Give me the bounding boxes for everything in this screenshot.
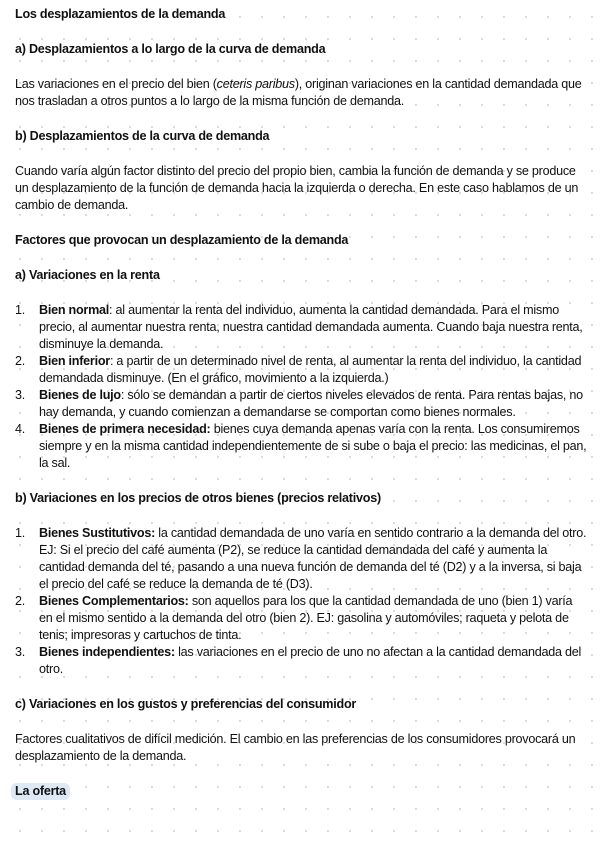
list-item <box>15 353 588 387</box>
item-term: Bienes de primera necesidad: <box>39 422 211 436</box>
paragraph-text: Las variaciones en el precio del bien ( <box>15 77 217 91</box>
section-heading-a: a) Desplazamientos a lo largo de la curva de demanda <box>15 42 326 56</box>
paragraph-text: ), originan variaciones en la cantidad demandada que nos trasladan a otros puntos a lo largo de la misma función de demanda. <box>15 77 582 108</box>
item-text: bienes cuya demanda apenas varía con la renta. Los consumiremos siempre y en la misma cantidad independientemente de si sube o baja el precio: las medicinas, el pan, la sal. <box>39 422 587 470</box>
list-number: 2. <box>15 354 26 368</box>
item-text: : sólo se demandan a partir de ciertos niveles elevados de renta. Para rentas bajas, no hay demanda, y cuando comienzan a demandarse se comportan como bienes normales. <box>39 388 583 419</box>
item-text: son aquellos para los que la cantidad demandada de uno (bien 1) varía en el mismo sentido a la demanda del otro (bien 2). EJ: gasolina y automóviles; raqueta y pelota de tenis; impresoras y cartuchos de tinta. <box>39 594 573 642</box>
otros-list <box>15 525 588 678</box>
list-item <box>15 525 588 593</box>
item-term: Bienes independientes: <box>39 645 175 659</box>
section-b-paragraph: Cuando varía algún factor distinto del precio del propio bien, cambia la función de demanda y se produce un desplazamiento de la función de demanda hacia la izquierda o derecha. En este caso hablamos de un cambio de demanda. <box>15 164 579 212</box>
list-item <box>15 421 588 472</box>
oferta-heading-wrap <box>15 783 588 800</box>
list-item <box>15 302 588 353</box>
renta-list <box>15 302 588 472</box>
section-heading-b: b) Desplazamientos de la curva de demanda <box>15 129 270 143</box>
renta-heading: a) Variaciones en la renta <box>15 268 160 282</box>
factores-heading: Factores que provocan un desplazamiento de la demanda <box>15 233 349 247</box>
item-term: Bienes Sustitutivos: <box>39 526 156 540</box>
list-item <box>15 387 588 421</box>
list-item <box>15 644 588 678</box>
oferta-heading: La oferta <box>11 783 70 800</box>
section-a-paragraph <box>15 76 588 110</box>
gustos-heading: c) Variaciones en los gustos y preferencias del consumidor <box>15 697 357 711</box>
item-text: : al aumentar la renta del individuo, aumenta la cantidad demandada. Para el mismo precio, al aumentar nuestra renta, nuestra cantidad demandada aumenta. Cuando baja nuestra renta, disminuye la demanda. <box>39 303 583 351</box>
list-number: 1. <box>15 303 26 317</box>
list-item <box>15 593 588 644</box>
list-number: 2. <box>15 594 26 608</box>
gustos-paragraph: Factores cualitativos de difícil medición. El cambio en las preferencias de los consumidores provocará un desplazamiento de la demanda. <box>15 732 576 763</box>
italic-term: ceteris paribus <box>216 77 295 91</box>
item-term: Bienes Complementarios: <box>39 594 189 608</box>
item-term: Bien inferior <box>39 354 110 368</box>
item-term: Bienes de lujo <box>39 388 121 402</box>
otros-heading: b) Variaciones en los precios de otros bienes (precios relativos) <box>15 491 381 505</box>
item-text: : a partir de un determinado nivel de renta, al aumentar la renta del individuo, la cantidad demandada disminuye. (En el gráfico, movimiento a la izquierda.) <box>39 354 582 385</box>
list-number: 3. <box>15 645 26 659</box>
list-number: 3. <box>15 388 26 402</box>
item-term: Bien normal <box>39 303 110 317</box>
list-number: 4. <box>15 422 26 436</box>
page-title: Los desplazamientos de la demanda <box>15 7 226 21</box>
list-number: 1. <box>15 526 26 540</box>
item-text: la cantidad demandada de uno varía en sentido contrario a la demanda del otro. EJ: Si el precio del café aumenta (P2), se reduce la cantidad demandada del café y aumenta la cantidad demanda del té, pasando a una nueva función de demanda del té (D2) y a la inversa, si baja el precio del café se reduce la demanda de té (D3). <box>39 526 587 591</box>
item-text: las variaciones en el precio de uno no afectan a la cantidad demandada del otro. <box>39 645 582 676</box>
